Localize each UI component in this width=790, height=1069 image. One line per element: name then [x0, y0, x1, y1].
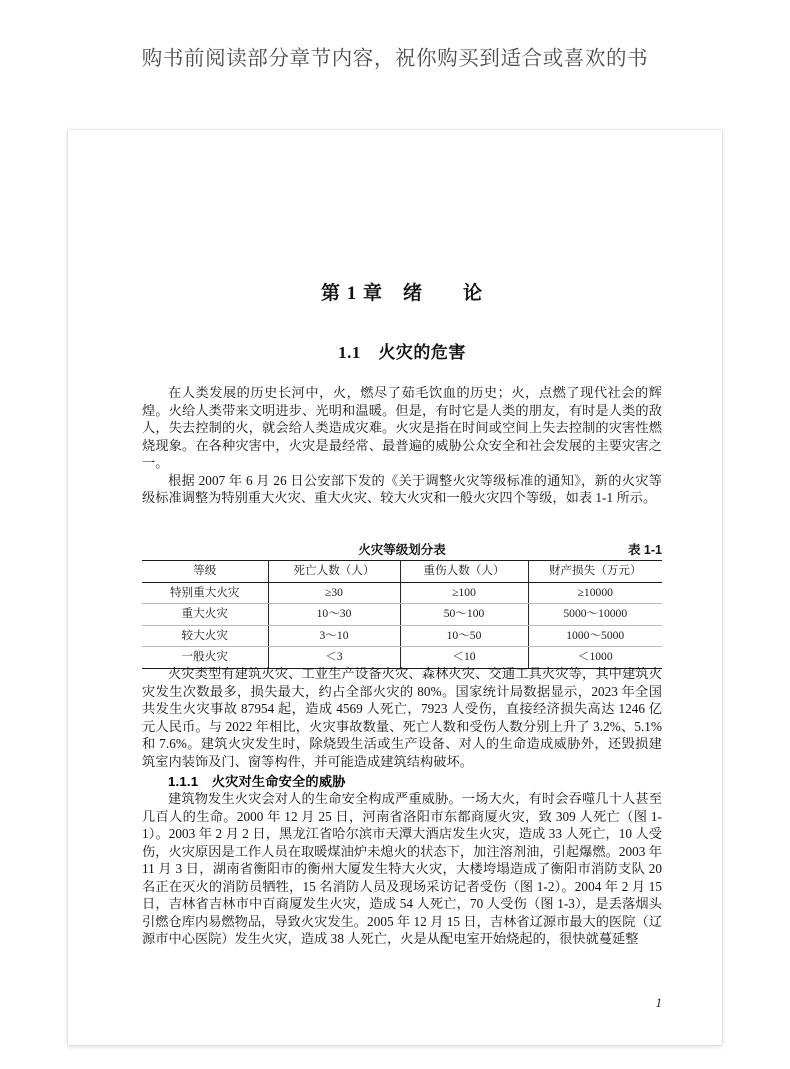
table-row [142, 582, 662, 604]
paragraph-block-intro [142, 384, 662, 507]
cell-grade: 一般火灾 [142, 647, 268, 669]
cell-loss: ≥10000 [528, 582, 662, 604]
table-header-row [142, 561, 662, 583]
cell-loss: 1000～5000 [528, 625, 662, 647]
cell-deaths: ≥30 [268, 582, 400, 604]
cell-grade: 特别重大火灾 [142, 582, 268, 604]
top-banner [0, 0, 790, 112]
chapter-title: 第 1 章 绪 论 [320, 283, 483, 304]
paragraph-1: 在人类发展的历史长河中，火，燃尽了茹毛饮血的历史；火，点燃了现代社会的辉煌。火给人类带来文明进步、光明和温暖。但是，有时它是人类的朋友，有时是人类的敌人，失去控制的火，就会给人类造成灾难。火灾是指在时间或空间上失去控制的灾害性燃烧现象。在各种灾害中，火灾是最经常、最普遍的威胁公众安全和社会发展的主要灾害之一。 [142, 385, 662, 470]
table-caption-row [142, 540, 662, 558]
table-header-injuries: 重伤人数（人） [400, 561, 528, 583]
table-header-deaths: 死亡人数（人） [268, 561, 400, 583]
table-number: 表 1-1 [627, 543, 662, 557]
cell-injuries: 10～50 [400, 625, 528, 647]
book-page-wrapper [68, 130, 722, 1045]
table-header-grade: 等级 [142, 561, 268, 583]
book-page [68, 130, 722, 1045]
paragraph-2: 根据 2007 年 6 月 26 日公安部下发的《关于调整火灾等级标准的通知》，新的火灾等级标准调整为特别重大火灾、重大火灾、较大火灾和一般火灾四个等级，如表 1-1 所示。 [142, 472, 662, 505]
paragraph-3: 火灾类型有建筑火灾、工业生产设备火灾、森林火灾、交通工具火灾等，其中建筑火灾发生次数最多，损失最大，约占全部火灾的 80%。国家统计局数据显示，2023 年全国共发生火灾事故 87954 起，造成 4569 人死亡，7923 人受伤，直接经济损失高达 1246 亿元人民币。与 2022 年相比，火灾事故数量、死亡人数和受伤人数分别上升了 3.2%、5.1%和 7.6%。建筑火灾发生时，除烧毁生活或生产设备、对人的生命造成威胁外，还毁损建筑室内装饰及门、窗等构件，并可能造成建筑结构破坏。 [142, 666, 662, 769]
cell-injuries: 50～100 [400, 604, 528, 626]
paragraph-block-types [142, 665, 662, 948]
cell-deaths: ＜3 [268, 647, 400, 669]
fire-grade-table [142, 560, 662, 669]
cell-loss: ＜1000 [528, 647, 662, 669]
cell-deaths: 10～30 [268, 604, 400, 626]
subsection-title: 1.1.1 火灾对生命安全的威胁 [168, 774, 346, 789]
table-caption: 火灾等级划分表 [358, 543, 446, 557]
table-row [142, 604, 662, 626]
fire-grade-table-zone [142, 540, 662, 669]
cell-grade: 较大火灾 [142, 625, 268, 647]
table-header-loss: 财产损失（万元） [528, 561, 662, 583]
cell-grade: 重大火灾 [142, 604, 268, 626]
cell-deaths: 3～10 [268, 625, 400, 647]
cell-loss: 5000～10000 [528, 604, 662, 626]
paragraph-4: 建筑物发生火灾会对人的生命安全构成严重威胁。一场大火，有时会吞噬几十人甚至几百人的生命。2000 年 12 月 25 日，河南省洛阳市东都商厦火灾，致 309 人死亡（图 1-1）。2003 年 2 月 2 日，黑龙江省哈尔滨市天潭大酒店发生火灾，造成 33 人死亡，10 人受伤，火灾原因是工作人员在取暖煤油炉未熄火的状态下，加注溶剂油，引起爆燃。2003 年 11 月 3 日，湖南省衡阳市的衡州大厦发生特大火灾，大楼垮塌造成了衡阳市消防支队 20 名正在灭火的消防员牺牲，15 名消防人员及现场采访记者受伤（图 1-2）。2004 年 2 月 15 日，吉林省吉林市中百商厦发生火灾，造成 54 人死亡，70 人受伤（图 1-3），是丢落烟头引燃仓库内易燃物品，导致火灾发生。2005 年 12 月 15 日，吉林省辽源市最大的医院（辽源市中心医院）发生火灾，造成 38 人死亡，火是从配电室开始烧起的，很快就蔓延整 [142, 791, 662, 946]
page-content-area [142, 130, 662, 1045]
cell-injuries: ＜10 [400, 647, 528, 669]
table-row [142, 625, 662, 647]
cell-injuries: ≥100 [400, 582, 528, 604]
banner-text: 购书前阅读部分章节内容，祝你购买到适合或喜欢的书 [141, 47, 649, 70]
page-number: 1 [655, 995, 662, 1010]
section-title: 1.1 火灾的危害 [338, 343, 466, 362]
